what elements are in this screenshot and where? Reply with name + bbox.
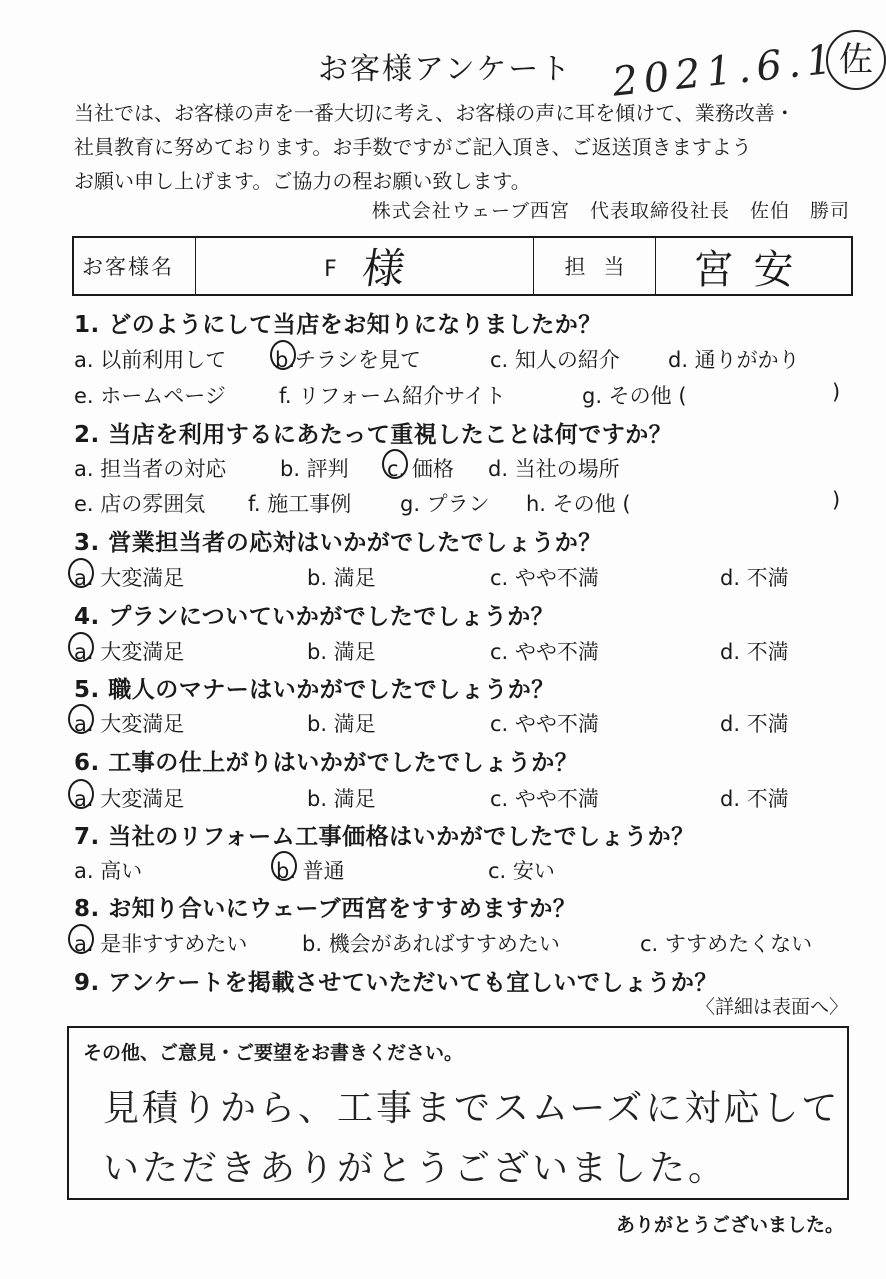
comment-handwritten-line-1: 見積りから、工事までスムーズに対応して (103, 1088, 841, 1129)
q7-option-b: b. 普通 (276, 859, 345, 883)
staff-label: 担当 (534, 238, 656, 294)
comment-handwritten-line-2: いただきありがとうございました。 (103, 1148, 728, 1189)
q3-option-a: a. 大変満足 (74, 566, 185, 590)
q6-option-c: c. やや不満 (490, 787, 599, 811)
q2-option-h: h. その他 ( (526, 492, 631, 516)
q5-option-b: b. 満足 (307, 712, 376, 736)
q5-selected-circle (68, 704, 94, 734)
q6-selected-circle (68, 779, 94, 809)
intro-line-3: お願い申し上げます。ご協力の程お願い致します。 (74, 169, 531, 193)
question-4: 4. プランについていかがでしたでしょうか？ (74, 604, 555, 630)
intro-text (74, 96, 864, 198)
page-title: お客様アンケート (318, 52, 573, 87)
q4-option-c: c. やや不満 (490, 640, 599, 664)
q7-option-c: c. 安い (488, 859, 555, 883)
q4-selected-circle (68, 632, 94, 662)
q3-selected-circle (68, 558, 94, 588)
q2-option-g: g. プラン (400, 492, 490, 516)
q1-option-c: c. 知人の紹介 (490, 348, 620, 372)
q7-option-a: a. 高い (74, 859, 143, 883)
q5-option-a: a. 大変満足 (74, 712, 185, 736)
comment-box (67, 1026, 849, 1200)
customer-initial: F (324, 256, 337, 282)
customer-info-table (72, 236, 853, 296)
company-signature: 株式会社ウェーブ西宮 代表取締役社長 佐伯 勝司 (371, 200, 850, 222)
q2-option-h-close: ) (832, 488, 841, 512)
q1-selected-circle (270, 340, 296, 370)
comment-heading: その他、ご意見・ご要望をお書きください。 (83, 1042, 464, 1064)
question-8: 8. お知り合いにウェーブ西宮をすすめますか？ (74, 896, 577, 922)
question-1: 1. どのようにして当店をお知りになりましたか？ (74, 312, 602, 338)
question-7: 7. 当社のリフォーム工事価格はいかがでしたでしょうか？ (74, 824, 695, 850)
q4-option-a: a. 大変満足 (74, 640, 185, 664)
q1-option-g-close: ) (832, 380, 841, 404)
q7-selected-circle (271, 851, 297, 881)
q2-option-b: b. 評判 (280, 457, 349, 481)
question-2: 2. 当店を利用するにあたって重視したことは何ですか？ (74, 422, 673, 448)
q6-option-a: a. 大変満足 (74, 787, 185, 811)
closing-thanks: ありがとうございました。 (615, 1214, 844, 1236)
handwritten-seal: 佐 (826, 30, 886, 90)
q3-option-d: d. 不満 (720, 566, 789, 590)
q2-option-c: c. 価格 (387, 457, 454, 481)
q1-option-g: g. その他 ( (582, 384, 687, 408)
q8-option-c: c. すすめたくない (640, 932, 813, 956)
question-5: 5. 職人のマナーはいかがでしたでしょうか？ (74, 677, 555, 703)
q4-option-d: d. 不満 (720, 640, 789, 664)
q5-option-c: c. やや不満 (490, 712, 599, 736)
q1-option-d: d. 通りがかり (668, 348, 800, 372)
q2-option-a: a. 担当者の対応 (74, 457, 227, 481)
detail-note: 〈詳細は表面へ〉 (695, 996, 848, 1018)
q1-option-b: b.チラシを見て (275, 348, 422, 372)
q8-option-b: b. 機会があればすすめたい (302, 932, 560, 956)
q2-selected-circle (382, 449, 408, 479)
q3-option-b: b. 満足 (307, 566, 376, 590)
customer-honorific: 様 (359, 244, 408, 293)
q5-option-d: d. 不満 (720, 712, 789, 736)
q2-option-d: d. 当社の場所 (488, 457, 620, 481)
handwritten-date: 2021.6.1 (610, 36, 840, 106)
q1-option-a: a. 以前利用して (74, 348, 227, 372)
q8-option-a: a. 是非すすめたい (74, 932, 248, 956)
question-3: 3. 営業担当者の応対はいかがでしたでしょうか？ (74, 530, 602, 556)
intro-line-2: 社員教育に努めております。お手数ですがご記入頂き、ご返送頂きますよう (74, 135, 752, 159)
q6-option-d: d. 不満 (720, 787, 789, 811)
q1-option-e: e. ホームページ (74, 384, 226, 408)
question-9: 9. アンケートを掲載させていただいても宜しいでしょうか？ (74, 970, 718, 996)
intro-line-1: 当社では、お客様の声を一番大切に考え、お客様の声に耳を傾けて、業務改善・ (74, 101, 795, 125)
staff-name: 宮安 (693, 246, 814, 293)
question-6: 6. 工事の仕上がりはいかがでしたでしょうか？ (74, 750, 579, 776)
q3-option-c: c. やや不満 (490, 566, 599, 590)
q6-option-b: b. 満足 (307, 787, 376, 811)
q1-option-f: f. リフォーム紹介サイト (279, 384, 506, 408)
q2-option-f: f. 施工事例 (248, 492, 352, 516)
customer-name-label: お客様名 (74, 238, 196, 294)
q8-selected-circle (68, 924, 94, 954)
customer-name-field (196, 238, 534, 294)
q4-option-b: b. 満足 (307, 640, 376, 664)
q2-option-e: e. 店の雰囲気 (74, 492, 206, 516)
